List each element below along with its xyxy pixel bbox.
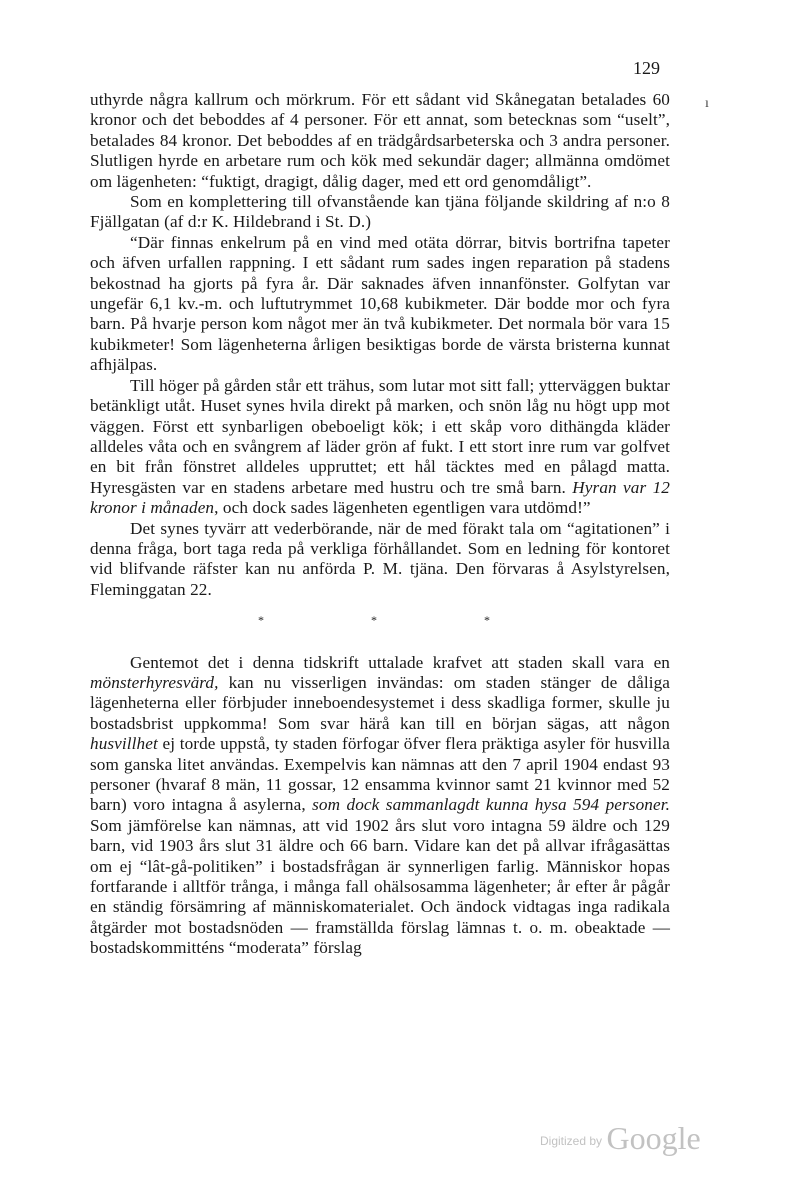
text-run: ej torde uppstå, ty staden förfogar öfver flera präktiga asyler för husvilla som ganska litet användas. Exempelvis kan nämnas att den 7 april 1904 endast 93 personer (hvaraf 8 män, 11 gossar, 12 ensamma kvinnor samt 21 kvinnor med 52 barn) voro intagna å asylerna, — [90, 734, 670, 815]
text-run: Som jämförelse kan nämnas, att vid 1902 års slut voro intagna 59 äldre och 129 barn, vid 1903 års slut 31 äldre och 66 barn. Vidare kan det på allvar ifrågasättas om ej “lât-gå-politiken” i bostadsfrågan är synnerligen farlig. Människor hopas fortfarande i alltför trånga, i många fall ohälsosamma lägenheter; år efter år pågår en ständig försämring af människomaterialet. Och ändock vidtagas inga radikala åtgärder mot bostadsnöden — framställda förslag lämnas t. o. m. obeaktade — bostadskommitténs “moderata” förslag — [90, 815, 670, 958]
paragraph — [90, 519, 670, 601]
text-run: Till höger på gården står ett trähus, som lutar mot sitt fall; ytterväggen buktar betänkligt utåt. Huset synes hvila direkt på marken, och snön låg nu högt upp mot väggen. Först ett synbarligen obeboeligt kök; i ett skåp voro dithängda kläder alldeles våta och en svångrem af läder grön af fukt. I ett stort inre rum var golfvet en bit från fönstret alldeles uppruttet; ett hål täcktes med en pålagd matta. Hyresgästen var en stadens arbetare med hustru och tre små barn. — [90, 375, 670, 497]
italic-text-run: som dock sammanlagdt kunna hysa 594 personer. — [312, 795, 670, 815]
text-run: Det synes tyvärr att vederbörande, när de med förakt tala om “agitationen” i denna fråga, bort taga reda på verkliga förhållandet. Som en ledning för kontoret vid blifvande räfster kan nu anförda P. M. tjäna. Den förvaras å Asylstyrelsen, Fleminggatan 22. — [90, 518, 670, 599]
text-run: Gentemot det i denna tidskrift uttalade krafvet att staden skall vara en — [130, 652, 670, 672]
digitized-by-google-watermark — [540, 1120, 701, 1157]
body-text — [90, 90, 670, 959]
paragraph — [90, 653, 670, 959]
paragraph — [90, 376, 670, 519]
section-separator: * * * — [258, 613, 542, 628]
page-number: 129 — [633, 58, 660, 78]
italic-text-run: husvillhet — [90, 734, 158, 754]
text-run: , och dock sades lägenheten egentligen vara utdömd!” — [214, 498, 591, 518]
paragraph — [90, 192, 670, 233]
paragraph — [90, 233, 670, 376]
google-logo: Google — [606, 1120, 701, 1156]
margin-mark: ı — [705, 96, 709, 111]
watermark-prefix: Digitized by — [540, 1134, 603, 1148]
italic-text-run: Hyran var 12 kronor i månaden — [90, 477, 671, 518]
italic-text-run: mönsterhyresvärd, — [90, 672, 219, 692]
paragraph — [90, 90, 670, 192]
text-run: kan nu visserligen invändas: om staden stänger de dåliga lägenheterna eller förbjuder inneboendesystemet i dess skadliga former, skulle ju bostadsbrist uppkomma! Som svar härå kan till en början sägas, att någon — [90, 672, 670, 733]
text-run: Som en komplettering till ofvanstående kan tjäna följande skildring af n:o 8 Fjällgatan (af d:r K. Hildebrand i St. D.) — [90, 192, 670, 232]
text-run: uthyrde några kallrum och mörkrum. För ett sådant vid Skånegatan betalades 60 kronor och det beboddes af 4 personer. För ett annat, som betecknas som “uselt”, betalades 84 kronor. Det beboddes af en trädgårdsarbeterska och 3 andra personer. Slutligen hyrde en arbetare rum och kök med sekundär dager; allmänna omdömet om lägenheten: “fuktigt, dragigt, dålig dager, med ett ord genomdåligt”. — [90, 90, 670, 191]
text-run: “Där finnas enkelrum på en vind med otäta dörrar, bitvis bortrifna tapeter och äfven urfallen rappning. I ett sådant rum sades ingen reparation på stadens bekostnad ha gjorts på fyra år. Där saknades äfven innanfönster. Golfytan var ungefär 6,1 kv.-m. och luftutrymmet 10,68 kubikmeter. Där bodde mor och fyra barn. På hvarje person kom något mer än två kubikmeter. Det normala bör vara 15 kubikmeter! Som lägenheterna årligen besiktigas borde de värsta bristerna kunnat afhjälpas. — [90, 232, 670, 375]
